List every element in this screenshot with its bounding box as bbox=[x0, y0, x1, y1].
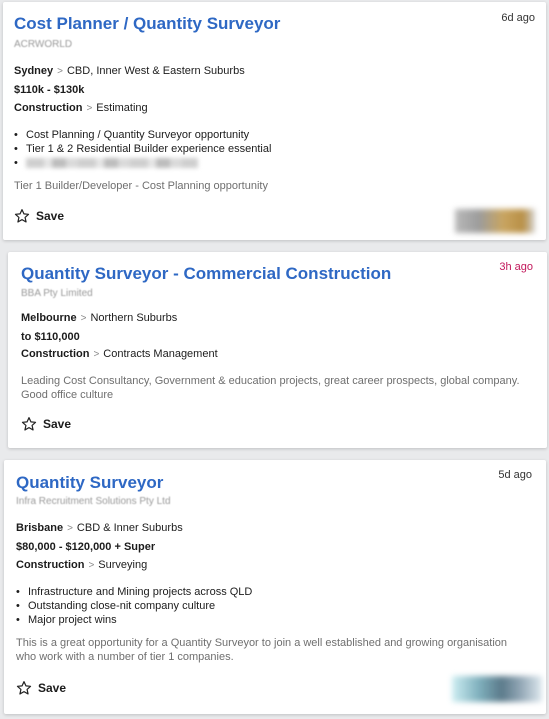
company-name[interactable]: BBA Pty Limited bbox=[21, 288, 93, 299]
selling-point: • Major project wins bbox=[16, 613, 252, 627]
location-row bbox=[14, 65, 245, 77]
selling-point: • Cost Planning / Quantity Surveyor opportunity bbox=[14, 128, 271, 142]
redacted-text bbox=[26, 158, 198, 168]
classification-row bbox=[14, 102, 148, 114]
selling-point: • Outstanding close-nit company culture bbox=[16, 599, 252, 613]
star-outline-icon bbox=[21, 416, 37, 432]
location-city[interactable]: Brisbane bbox=[16, 522, 64, 534]
subcategory[interactable]: Estimating bbox=[96, 102, 148, 114]
salary: $110k - $130k bbox=[14, 84, 85, 96]
chevron-right-icon: > bbox=[80, 313, 87, 324]
selling-point: • Infrastructure and Mining projects across QLD bbox=[16, 585, 252, 599]
subcategory[interactable]: Surveying bbox=[98, 559, 148, 571]
chevron-right-icon: > bbox=[93, 349, 100, 360]
listing-age: 3h ago bbox=[499, 261, 533, 273]
job-title[interactable]: Quantity Surveyor - Commercial Construction bbox=[21, 264, 392, 283]
location-city[interactable]: Melbourne bbox=[21, 312, 77, 324]
classification-row bbox=[16, 559, 147, 571]
selling-points bbox=[16, 585, 252, 627]
category[interactable]: Construction bbox=[21, 348, 90, 360]
save-button[interactable] bbox=[16, 680, 66, 696]
chevron-right-icon: > bbox=[57, 66, 63, 77]
company-name[interactable]: Infra Recruitment Solutions Pty Ltd bbox=[16, 496, 171, 507]
save-button[interactable] bbox=[21, 416, 71, 432]
category[interactable]: Construction bbox=[16, 559, 85, 571]
location-row bbox=[21, 312, 177, 324]
location-area[interactable]: CBD, Inner West & Eastern Suburbs bbox=[66, 65, 245, 77]
save-label: Save bbox=[36, 209, 65, 223]
listing-age: 6d ago bbox=[501, 12, 535, 24]
save-label: Save bbox=[43, 417, 72, 431]
chevron-right-icon: > bbox=[86, 103, 93, 114]
company-logo bbox=[455, 209, 535, 233]
location-row bbox=[16, 522, 183, 534]
category[interactable]: Construction bbox=[14, 102, 83, 114]
job-teaser: This is a great opportunity for a Quantity Surveyor to join a well established and growing organisation who work with a number of tier 1 companies. bbox=[16, 637, 507, 663]
save-label: Save bbox=[38, 681, 67, 695]
star-outline-icon bbox=[14, 208, 30, 224]
job-card[interactable] bbox=[3, 2, 546, 240]
job-card[interactable] bbox=[4, 460, 546, 714]
listing-age: 5d ago bbox=[498, 469, 532, 481]
classification-row bbox=[21, 348, 218, 360]
selling-point: • Tier 1 & 2 Residential Builder experience essential bbox=[14, 142, 271, 156]
save-button[interactable] bbox=[14, 208, 64, 224]
selling-point-redacted bbox=[14, 156, 271, 170]
job-teaser: Tier 1 Builder/Developer - Cost Planning opportunity bbox=[14, 180, 268, 192]
salary: $80,000 - $120,000 + Super bbox=[16, 541, 156, 553]
job-title[interactable]: Cost Planner / Quantity Surveyor bbox=[14, 14, 281, 33]
subcategory[interactable]: Contracts Management bbox=[103, 348, 218, 360]
job-card[interactable] bbox=[8, 252, 547, 448]
company-logo bbox=[452, 676, 542, 702]
company-name[interactable]: ACRWORLD bbox=[14, 39, 73, 50]
job-teaser: Leading Cost Consultancy, Government & education projects, great career prospects, global company. Good office culture bbox=[21, 375, 520, 401]
location-area[interactable]: Northern Suburbs bbox=[90, 312, 178, 324]
job-title[interactable]: Quantity Surveyor bbox=[16, 473, 164, 492]
salary: to $110,000 bbox=[21, 331, 80, 343]
selling-points bbox=[14, 128, 271, 170]
location-area[interactable]: CBD & Inner Suburbs bbox=[76, 522, 183, 534]
location-city[interactable]: Sydney bbox=[14, 65, 54, 77]
chevron-right-icon: > bbox=[88, 560, 95, 571]
star-outline-icon bbox=[16, 680, 32, 696]
chevron-right-icon: > bbox=[67, 523, 73, 534]
